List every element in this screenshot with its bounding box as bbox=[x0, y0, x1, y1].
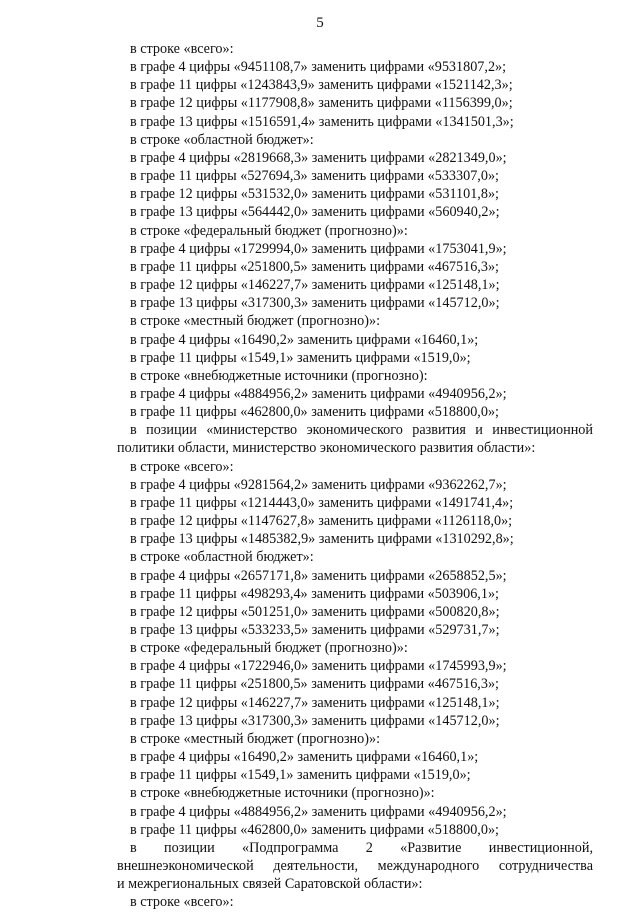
text-line: в графе 13 цифры «1485382,9» заменить цифрами «1310292,8»; bbox=[130, 531, 514, 548]
text-line: в графе 4 цифры «16490,2» заменить цифрами «16460,1»; bbox=[130, 331, 479, 348]
text-line: в графе 11 цифры «1243843,9» заменить цифрами «1521142,3»; bbox=[130, 77, 513, 94]
text-line: и межрегиональных связей Саратовской области»: bbox=[117, 876, 423, 893]
text-line: в строке «федеральный бюджет (прогнозно)»: bbox=[130, 222, 408, 239]
text-line: в графе 4 цифры «9281564,2» заменить цифрами «9362262,7»; bbox=[130, 476, 507, 493]
text-line: в графе 12 цифры «531532,0» заменить цифрами «531101,8»; bbox=[130, 186, 499, 203]
text-line: в графе 11 цифры «462800,0» заменить цифрами «518800,0»; bbox=[130, 821, 499, 838]
text-line: в графе 12 цифры «501251,0» заменить цифрами «500820,8»; bbox=[130, 603, 500, 620]
text-line: в графе 13 цифры «317300,3» заменить цифрами «145712,0»; bbox=[130, 712, 500, 729]
text-line: в строке «всего»: bbox=[130, 458, 234, 475]
text-line: в строке «областной бюджет»: bbox=[130, 549, 314, 566]
text-line: в графе 11 цифры «462800,0» заменить цифрами «518800,0»; bbox=[130, 404, 499, 421]
text-line: в графе 11 цифры «251800,5» заменить цифрами «467516,3»; bbox=[130, 676, 499, 693]
text-line: в графе 13 цифры «564442,0» заменить цифрами «560940,2»; bbox=[130, 204, 500, 221]
page-number: 5 bbox=[316, 15, 324, 31]
text-line: в графе 4 цифры «1729994,0» заменить цифрами «1753041,9»; bbox=[130, 240, 507, 257]
text-line: в графе 11 цифры «498293,4» заменить цифрами «503906,1»; bbox=[130, 585, 499, 602]
text-line: в графе 11 цифры «251800,5» заменить цифрами «467516,3»; bbox=[130, 258, 499, 275]
text-line: в графе 12 цифры «146227,7» заменить цифрами «125148,1»; bbox=[130, 694, 500, 711]
text-line: в графе 11 цифры «1549,1» заменить цифрами «1519,0»; bbox=[130, 767, 471, 784]
text-line: в позиции «Подпрограмма 2 «Развитие инвестиционной, bbox=[130, 839, 593, 856]
text-line: в строке «местный бюджет (прогнозно)»: bbox=[130, 313, 381, 330]
text-line: в графе 11 цифры «1214443,0» заменить цифрами «1491741,4»; bbox=[130, 494, 514, 511]
text-line: внешнеэкономической деятельности, международного сотрудничества bbox=[117, 858, 593, 875]
text-line: в графе 12 цифры «1177908,8» заменить цифрами «1156399,0»; bbox=[130, 95, 513, 112]
text-line: в графе 11 цифры «1549,1» заменить цифрами «1519,0»; bbox=[130, 349, 471, 366]
document-body bbox=[117, 40, 593, 912]
text-line: в графе 12 цифры «1147627,8» заменить цифрами «1126118,0»; bbox=[130, 513, 513, 530]
text-line: в графе 4 цифры «4884956,2» заменить цифрами «4940956,2»; bbox=[130, 803, 507, 820]
text-line: в строке «всего»: bbox=[130, 41, 234, 57]
text-line: в строке «всего»: bbox=[130, 894, 234, 911]
text-line: в графе 13 цифры «533233,5» заменить цифрами «529731,7»; bbox=[130, 622, 500, 638]
text-line: в строке «местный бюджет (прогнозно)»: bbox=[130, 730, 381, 747]
text-line: в графе 4 цифры «2657171,8» заменить цифрами «2658852,5»; bbox=[130, 567, 507, 584]
text-line: в графе 11 цифры «527694,3» заменить цифрами «533307,0»; bbox=[130, 168, 499, 185]
text-line: в графе 4 цифры «1722946,0» заменить цифрами «1745993,9»; bbox=[130, 658, 507, 675]
text-line: в строке «федеральный бюджет (прогнозно)»: bbox=[130, 640, 408, 657]
text-line: в графе 12 цифры «146227,7» заменить цифрами «125148,1»; bbox=[130, 277, 500, 294]
text-line: в графе 4 цифры «9451108,7» заменить цифрами «9531807,2»; bbox=[130, 59, 507, 76]
text-line: в позиции «министерство экономического развития и инвестиционной bbox=[130, 422, 593, 439]
text-line: в строке «внебюджетные источники (прогнозно)»: bbox=[130, 785, 435, 802]
text-line: политики области, министерство экономического развития области»: bbox=[117, 440, 536, 457]
text-line: в графе 13 цифры «1516591,4» заменить цифрами «1341501,3»; bbox=[130, 113, 514, 130]
text-line: в графе 4 цифры «4884956,2» заменить цифрами «4940956,2»; bbox=[130, 385, 507, 402]
text-line: в графе 13 цифры «317300,3» заменить цифрами «145712,0»; bbox=[130, 295, 500, 312]
text-line: в графе 4 цифры «2819668,3» заменить цифрами «2821349,0»; bbox=[130, 149, 507, 166]
text-line: в графе 4 цифры «16490,2» заменить цифрами «16460,1»; bbox=[130, 749, 479, 766]
text-line: в строке «внебюджетные источники (прогнозно): bbox=[130, 367, 428, 384]
text-line: в строке «областной бюджет»: bbox=[130, 131, 314, 148]
